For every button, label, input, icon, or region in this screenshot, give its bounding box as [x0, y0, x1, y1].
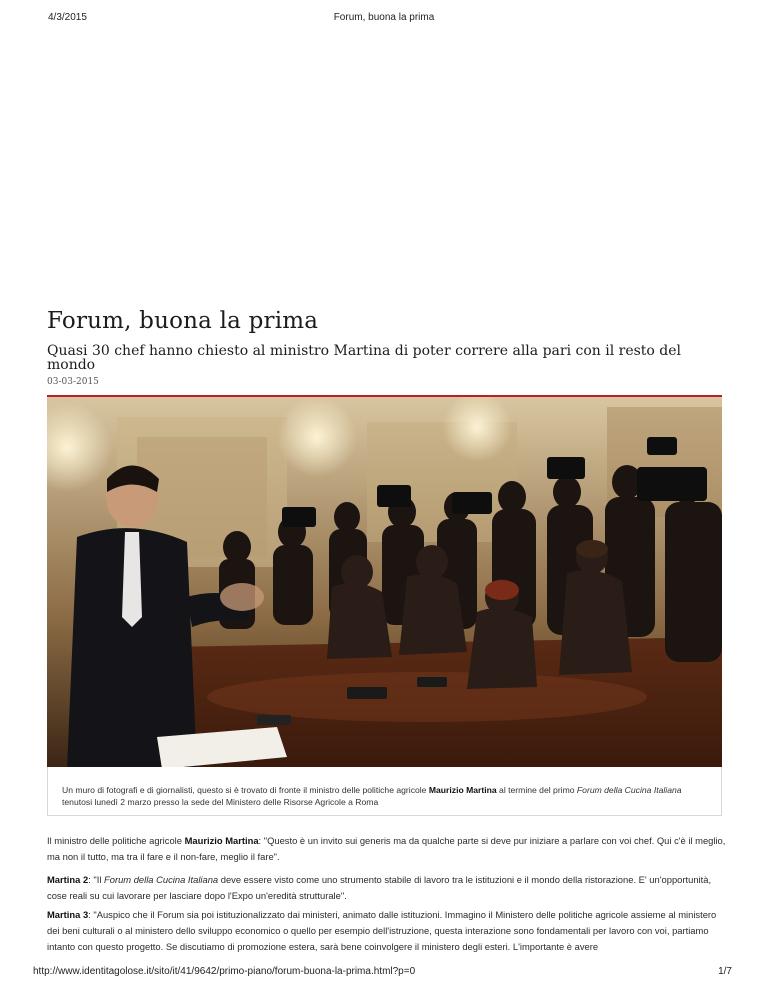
photo-caption	[62, 784, 712, 808]
caption-event-name: Forum della Cucina Italiana	[576, 785, 682, 795]
article-date: 03-03-2015	[47, 377, 99, 387]
paragraph-text: : "Questo è un invito sui generis ma da qualche parte si deve pur iniziare a parlare con voi chef. Qui c'è il meglio, ma non il tutto, ma tra il fare e il non-fare, meglio il fare".	[47, 835, 726, 862]
paragraph-text: deve essere visto come uno strumento stabile di lavoro tra le istituzioni e il mondo della ristorazione. E' un'opportunità, cose reali su cui lavorare per lasciare dopo l'Expo un'eredità strutturale".	[47, 874, 712, 901]
event-name: Forum della Cucina Italiana	[104, 874, 219, 885]
paragraph-text: Il ministro delle politiche agricole	[47, 835, 185, 846]
caption-text: al termine del primo	[496, 785, 577, 795]
article-title: Forum, buona la prima	[47, 308, 319, 334]
print-url: http://www.identitagolose.it/sito/it/41/9642/primo-piano/forum-buona-la-prima.html?p=0	[33, 966, 416, 977]
print-header	[0, 12, 768, 26]
print-date: 4/3/2015	[48, 12, 87, 23]
article-subtitle: Quasi 30 chef hanno chiesto al ministro Martina di poter correre alla pari con il resto del mondo	[47, 343, 682, 373]
speaker-name: Martina 3	[47, 909, 89, 920]
article-paragraph-3	[47, 907, 727, 955]
caption-text: Un muro di fotografi e di giornalisti, questo si è trovato di fronte il ministro delle politiche agricole	[62, 785, 429, 795]
press-conference-photo	[47, 397, 722, 769]
caption-text: tenutosi lunedì 2 marzo presso la sede del Ministero delle Risorse Agricole a Roma	[62, 797, 379, 807]
print-page-title: Forum, buona la prima	[333, 12, 435, 23]
paragraph-text: : "Il	[88, 874, 105, 885]
paragraph-text: : "Auspico che il Forum sia poi istituzionalizzato dai ministeri, animato dalle istituzioni. Immagino il Ministero delle politiche agricole assieme al ministero dei beni culturali o al ministero dello sviluppo economico o quello per esempio dell'istruzione, questa interazione sono fondamentali per lavoro con voi, partiamo intanto con questo progetto. Se discutiamo di promozione estera, sarà bene coinvolgere il ministero degli esteri. L'importante è avere	[47, 909, 717, 952]
speaker-name: Maurizio Martina	[184, 835, 259, 846]
article-paragraph-1	[47, 833, 727, 865]
print-footer	[0, 966, 768, 980]
photo-caption-box	[47, 767, 722, 816]
article-photo	[47, 395, 722, 769]
speaker-name: Martina 2	[47, 874, 89, 885]
article-paragraph-2	[47, 872, 727, 904]
caption-person-name: Maurizio Martina	[428, 785, 497, 795]
print-page-number: 1/7	[718, 966, 732, 977]
